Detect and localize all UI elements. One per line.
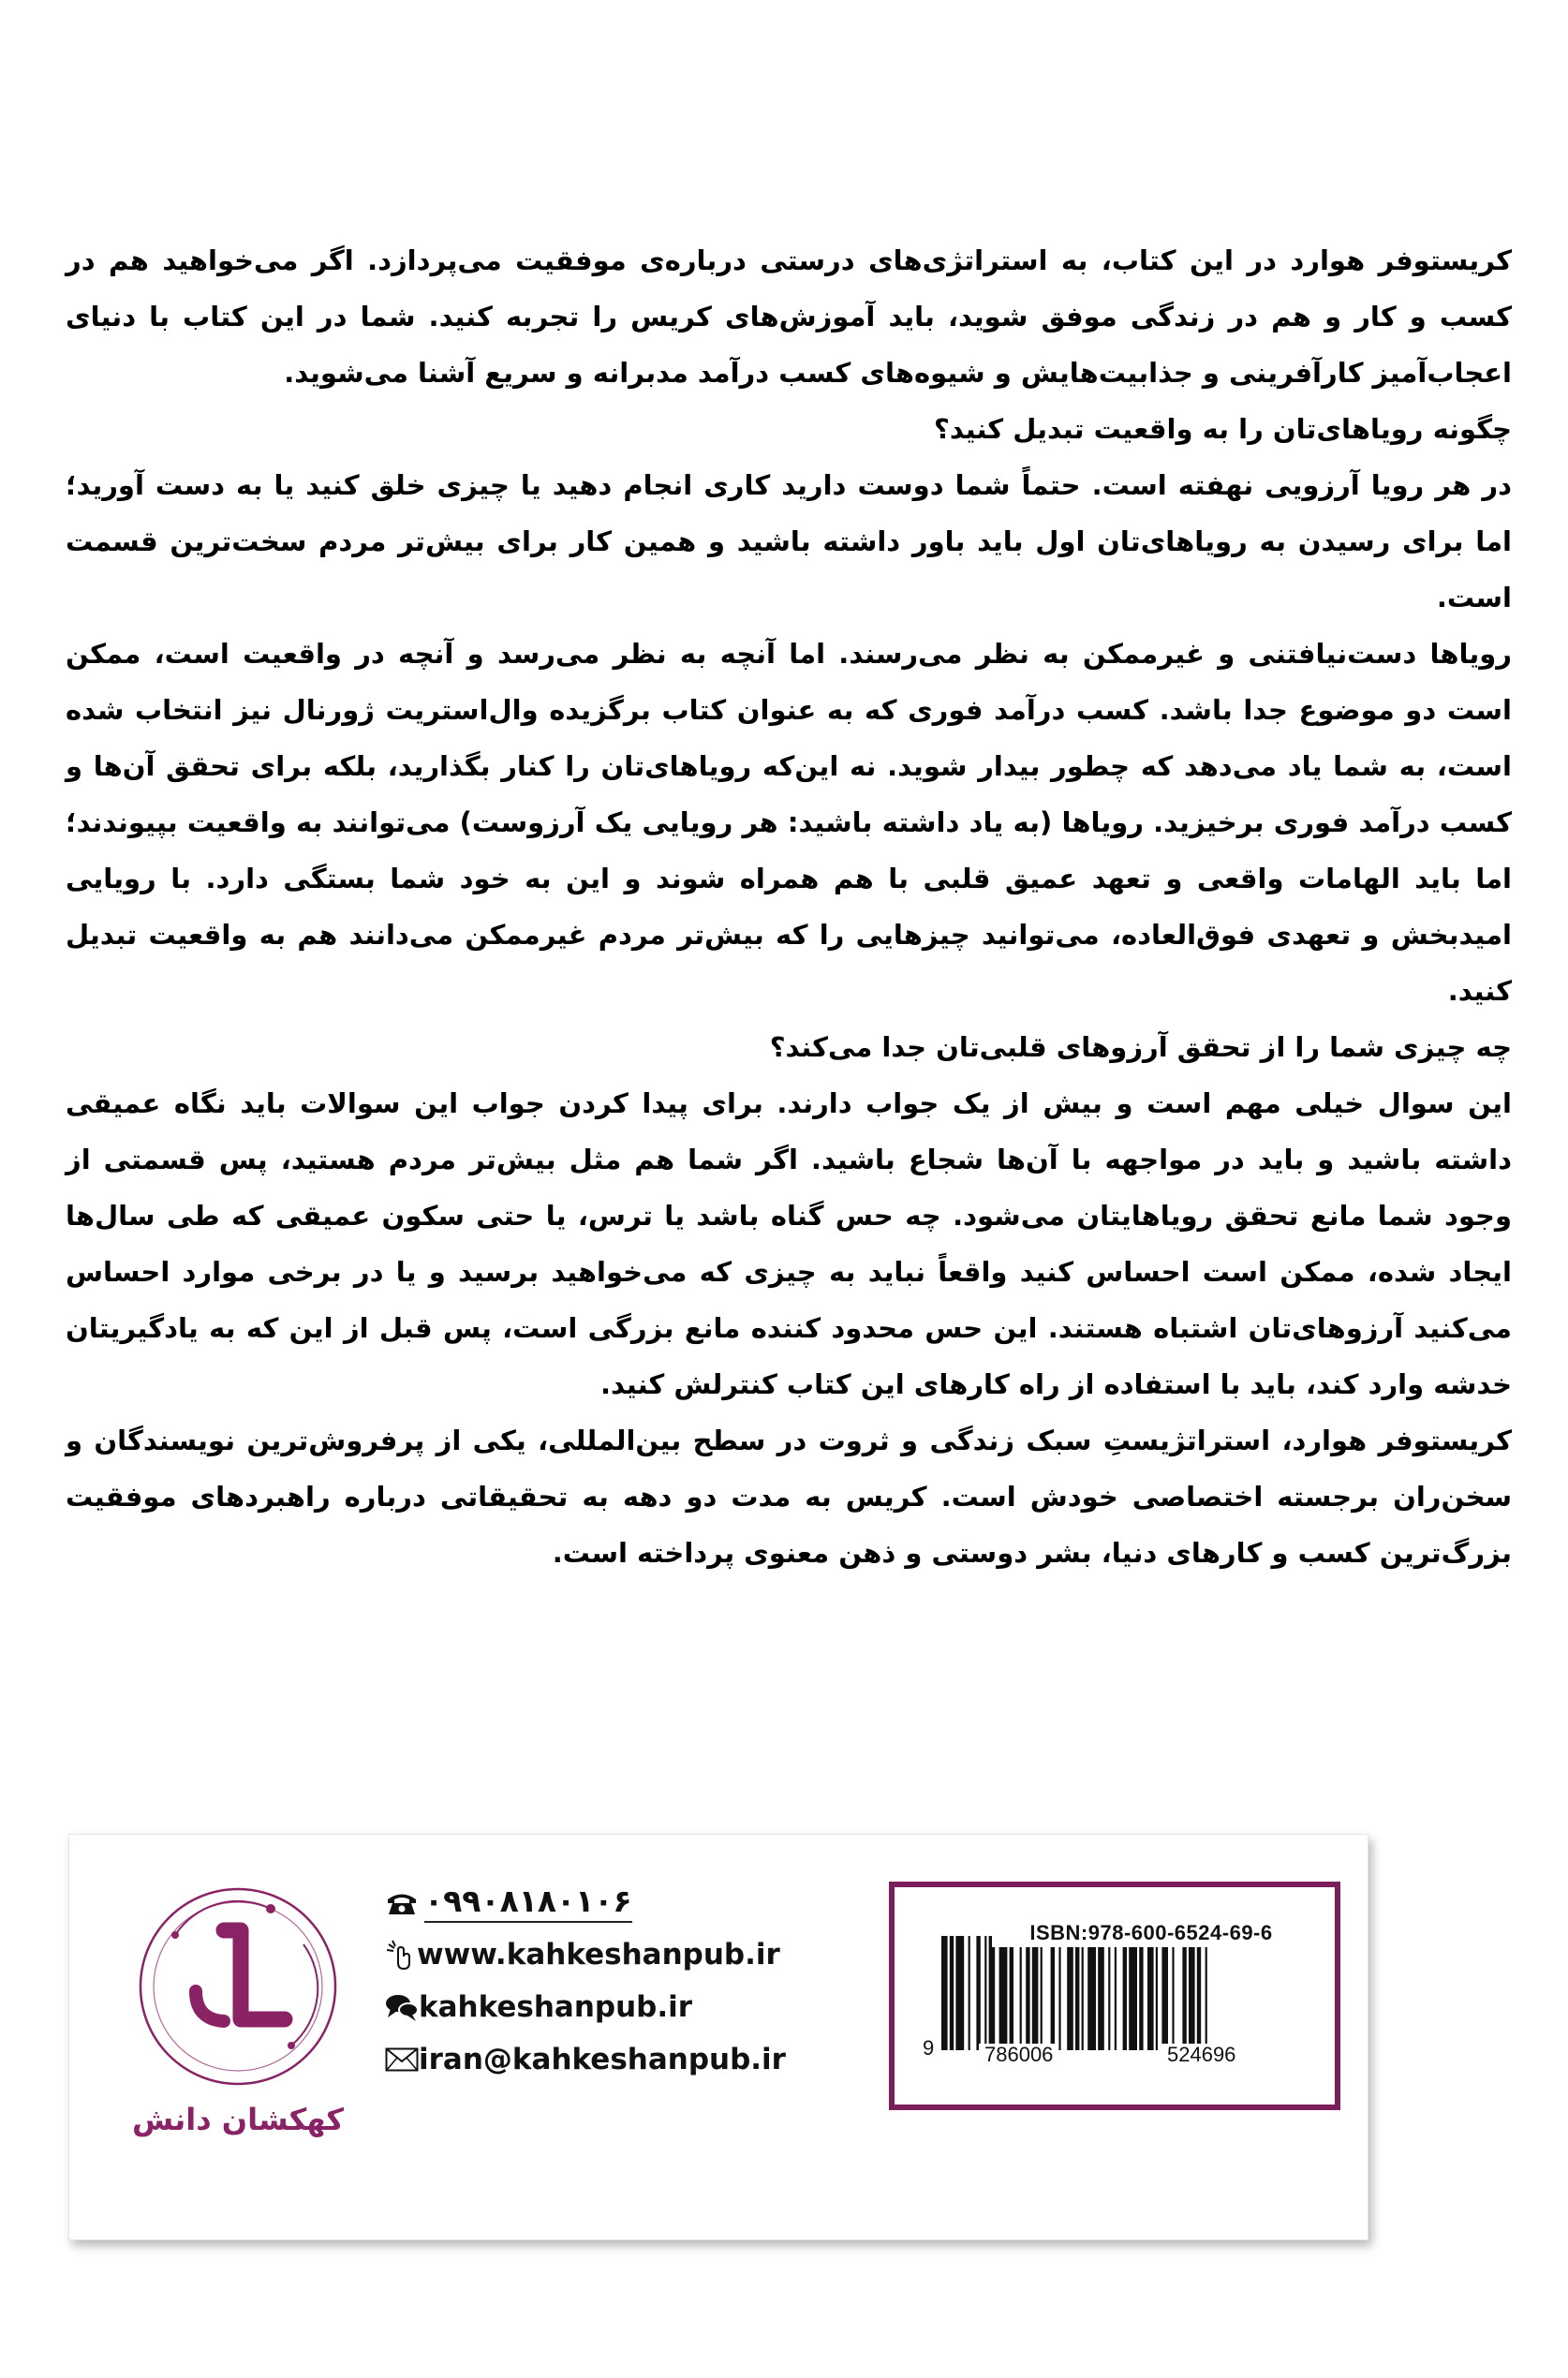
back-cover-text: [66, 232, 1512, 1581]
heading-dreams-to-reality: چگونه رویاهای‌تان را به واقعیت تبدیل کنید؟: [934, 413, 1512, 445]
contact-list: [385, 1876, 786, 2086]
isbn-label: ISBN:978-600-6524-69-6: [992, 1919, 1310, 1947]
publisher-footer: [68, 1834, 1368, 2240]
intro-paragraph: کریستوفر هوارد در این کتاب، به استراتژی‌های درستی درباره‌ی موفقیت می‌پردازد. اگر می‌خواهید هم در کسب و کار و هم در زندگی موفق شوید، باید آموزش‌های کریس را تجربه کنید. شما در این کتاب با دنیای اعجاب‌آمیز کارآفرینی و جذابیت‌هایش و شیوه‌های کسب درآمد مدبرانه و سریع آشنا می‌شوید.: [66, 244, 1512, 389]
website-link[interactable]: www.kahkeshanpub.ir: [417, 1938, 780, 1972]
email-address[interactable]: iran@kahkeshanpub.ir: [419, 2043, 786, 2076]
phone-row: [385, 1876, 685, 1928]
barcode-digit-prefix: 9: [923, 2036, 935, 2060]
publisher-logo: [130, 1879, 346, 2160]
mouse-click-icon: [385, 1939, 417, 1971]
isbn-barcode-frame: [889, 1882, 1340, 2110]
logo-emblem: [130, 1879, 346, 2160]
social-row: [385, 1981, 693, 2033]
social-handle[interactable]: kahkeshanpub.ir: [419, 1990, 693, 2024]
website-row: [385, 1928, 780, 1981]
dreams-paragraph: در هر رویا آرزویی نهفته است. حتماً شما دوست دارید کاری انجام دهید یا چیزی خلق کنید یا به دست آورید؛ اما برای رسیدن به رویاهای‌تان اول باید باور داشته باشید و همین کار برای بیش‌تر مردم سخت‌ترین قسمت است.: [66, 469, 1512, 613]
obstacles-paragraph: این سوال خیلی مهم است و بیش از یک جواب دارند. برای پیدا کردن جواب این سوالات باید نگاه عمیقی داشته باشید و باید در مواجهه با آن‌ها شجاع باشید. اگر شما هم مثل بیش‌تر مردم هستید، پس قسمتی از وجود شما مانع تحقق رویاهایتان می‌شود. چه حس گناه باشد یا ترس، یا حتی سکون عمیقی که طی سال‌ها ایجاد شده، ممکن است احساس کنید واقعاً نباید به چیزی که می‌خواهید برسید و یا در برخی موارد احساس می‌کنید آرزوهای‌تان اشتباه هستند. این حس محدود کننده مانع بزرگی است، پس قبل از این که به یادگیریتان خدشه وارد کند، باید با استفاده از راه کارهای این کتاب کنترلش کنید.: [66, 1087, 1512, 1400]
heading-what-separates-you: چه چیزی شما را از تحقق آرزوهای قلبی‌تان جدا می‌کند؟: [769, 1031, 1512, 1063]
instant-income-paragraph: رویاها دست‌نیافتنی و غیرممکن به نظر می‌رسند. اما آنچه به نظر می‌رسد و آنچه در واقعیت است، ممکن است دو موضوع جدا باشد. کسب درآمد فوری که به عنوان کتاب برگزیده وال‌استریت ژورنال نیز انتخاب شده است، به شما یاد می‌دهد که چطور بیدار شوید. نه این‌که رویاهای‌تان را کنار بگذارید، بلکه برای تحقق آن‌ها و کسب درآمد فوری برخیزید. رویاها (به یاد داشته باشید: هر رویایی یک آرزوست) می‌توانند به واقعیت بپیوندند؛ اما باید الهامات واقعی و تعهد عمیق قلبی با هم همراه شوند و این به خود شما بستگی دارد. با رویایی امیدبخش و تعهدی فوق‌العاده، می‌توانید چیزهایی را که بیش‌تر مردم غیرممکن می‌دانند هم به واقعیت تبدیل کنید.: [66, 638, 1512, 1007]
telephone-icon: [385, 1889, 424, 1915]
phone-number[interactable]: ۰۹۹۰۸۱۸۰۱۰۶: [424, 1883, 632, 1923]
envelope-icon: [385, 2047, 419, 2072]
email-row: [385, 2033, 786, 2086]
barcode-digits-left: 786006: [979, 2044, 1058, 2066]
author-bio-paragraph: کریستوفر هوارد، استراتژیستِ سبک زندگی و ثروت در سطح بین‌المللی، یکی از پرفروش‌ترین نویسندگان و سخن‌ران برجسته اختصاصی خودش است. کریس به مدت دو دهه به تحقیقاتی درباره راهبردهای موفقیت بزرگ‌ترین کسب و کارهای دنیا، بشر دوستی و ذهن معنوی پرداخته است.: [66, 1425, 1512, 1569]
publisher-name: کهکشان دانش: [131, 2102, 345, 2137]
isbn-barcode: [921, 1919, 1309, 2078]
barcode-digits-right: 524696: [1161, 2044, 1241, 2066]
chat-bubbles-icon: [385, 1992, 419, 2022]
